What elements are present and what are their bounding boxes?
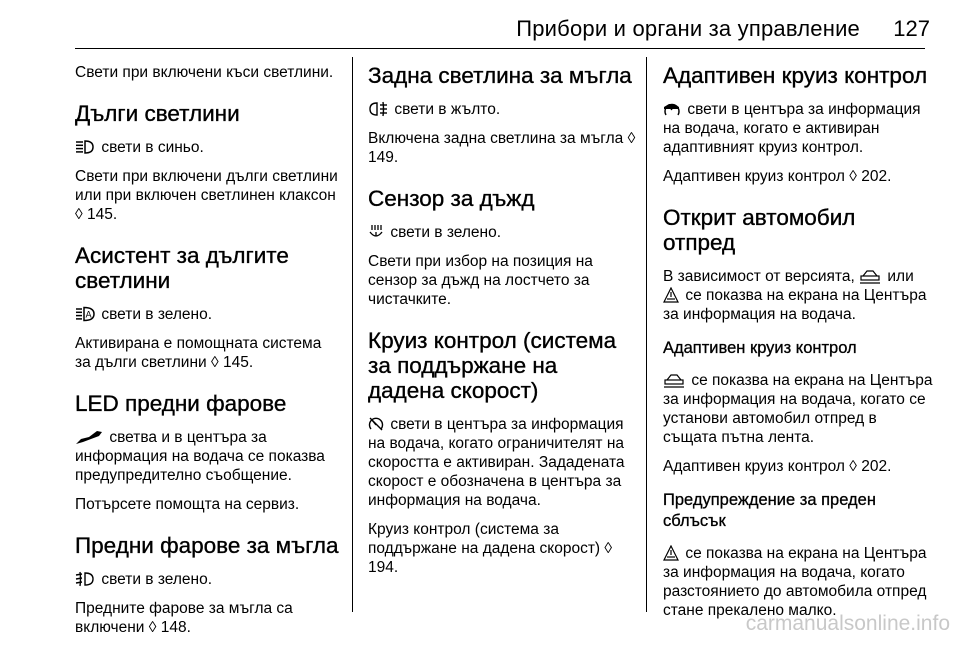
front-fog-light-icon — [75, 571, 95, 587]
page-reference: 202. — [861, 458, 892, 475]
reference-arrow: ◊ — [849, 168, 857, 185]
acc2-paragraph — [663, 457, 933, 476]
page-reference: 145. — [86, 206, 118, 223]
heading-led-headlights: LED предни фарове — [75, 391, 287, 416]
rear-fog-text: свети в жълто. — [394, 101, 501, 118]
header-divider — [75, 48, 925, 49]
high-beam-icon — [75, 139, 95, 155]
acc-indicator-line — [663, 100, 933, 157]
column-3 — [663, 63, 933, 630]
led-paragraph: Потърсете помощта на сервиз. — [75, 496, 300, 513]
page-number: 127 — [893, 16, 930, 41]
page-reference: 148. — [160, 619, 191, 636]
collision-text: се показва на екрана на Центъра за информация на водача, когато разстоянието до автомобила отпред стане прекалено малко. — [663, 545, 927, 619]
heading-adaptive-cruise: Адаптивен круиз контрол — [663, 63, 928, 88]
fog-text: свети в зелено. — [101, 571, 213, 588]
vehicle-ahead-text-a: В зависимост от версията, — [663, 268, 855, 285]
fog-paragraph — [75, 599, 340, 637]
assist-paragraph — [75, 334, 340, 372]
acc-text: свети в центъра за информация на водача, когато е активиран адаптивният круиз контрол. — [663, 101, 921, 156]
acc2-text: се показва на екрана на Центъра за информация на водача, когато се установи автомобил отпред в същата пътна лента. — [663, 372, 933, 446]
assist-text: свети в зелено. — [101, 306, 213, 323]
page-reference: 149. — [368, 149, 399, 166]
watermark: carmanualsonline.info — [745, 612, 950, 635]
collision-warning-icon — [663, 545, 679, 561]
heading-high-beam-assist: Асистент за дългите светлини — [75, 243, 289, 293]
assist-indicator-line — [75, 305, 340, 324]
heading-rain-sensor: Сензор за дъжд — [368, 186, 535, 211]
cruise-indicator-line — [368, 415, 636, 510]
page-reference: 202. — [861, 168, 892, 185]
high-beam-indicator-line — [75, 138, 340, 157]
rear-fog-indicator-line — [368, 100, 636, 119]
vehicle-ahead-icon — [859, 268, 881, 284]
column-divider-2 — [646, 57, 647, 612]
fog-desc: Предните фарове за мъгла са включени — [75, 600, 293, 636]
svg-text:A: A — [85, 310, 92, 321]
reference-arrow: ◊ — [604, 540, 613, 557]
column-divider-1 — [352, 57, 353, 612]
page-header-title: Прибори и органи за управление — [516, 16, 860, 41]
column-2 — [368, 63, 636, 587]
assist-desc: Активирана е помощната система за дълги светлини — [75, 335, 322, 371]
cruise-text: свети в центъра за информация на водача, когато ограничителят на скоростта е активиран. Зададената скорост е обозначена в центъра за информация на водача. — [368, 416, 625, 509]
collision-indicator-line — [663, 544, 933, 620]
vehicle-ahead-text-b: или — [887, 268, 914, 285]
reference-arrow: ◊ — [849, 458, 857, 475]
heading-cruise-control: Круиз контрол (система за поддържане на дадена скорост) — [368, 328, 617, 403]
acc2-desc: Адаптивен круиз контрол — [663, 458, 845, 475]
heading-adaptive-cruise-2: Адаптивен круиз контрол — [663, 339, 857, 357]
rear-fog-light-icon — [368, 101, 388, 117]
heading-vehicle-ahead: Открит автомобил отпред — [663, 205, 856, 255]
reference-arrow: ◊ — [627, 130, 636, 147]
reference-arrow: ◊ — [75, 206, 83, 223]
acc2-indicator-line — [663, 371, 933, 447]
reference-arrow: ◊ — [148, 619, 157, 636]
high-beam-assist-icon — [75, 306, 95, 322]
vehicle-ahead-alert-icon — [663, 287, 679, 303]
page-reference: 194. — [368, 559, 399, 576]
led-headlight-icon — [75, 429, 103, 445]
vehicle-ahead-text-c: се показва на екрана на Центъра за информация на водача. — [663, 287, 927, 323]
high-beam-text: свети в синьо. — [101, 139, 204, 156]
heading-front-fog: Предни фарове за мъгла — [75, 533, 339, 558]
intro-paragraph: Свети при включени къси светлини. — [75, 64, 334, 81]
acc-paragraph — [663, 167, 933, 186]
rear-fog-desc: Включена задна светлина за мъгла — [368, 130, 624, 147]
fog-indicator-line — [75, 570, 340, 589]
page-reference: 145. — [222, 354, 254, 371]
heading-high-beam: Дълги светлини — [75, 101, 240, 126]
vehicle-detected-icon — [663, 372, 685, 388]
rain-paragraph: Свети при избор на позиция на сензор за дъжд на лостчето за чистачките. — [368, 253, 593, 308]
rain-text: свети в зелено. — [390, 224, 502, 241]
vehicle-ahead-paragraph — [663, 267, 933, 324]
rain-indicator-line — [368, 223, 636, 242]
led-text: светва и в центъра за информация на водача се показва предупредително съобщение. — [75, 429, 325, 484]
cruise-desc: Круиз контрол (система за поддържане на дадена скорост) — [368, 521, 601, 557]
heading-rear-fog: Задна светлина за мъгла — [368, 63, 632, 88]
high-beam-desc: Свети при включени дълги светлини или при включен светлинен клаксон — [75, 168, 338, 204]
led-indicator-line — [75, 428, 340, 485]
cruise-control-icon — [368, 416, 384, 432]
column-1 — [75, 63, 340, 647]
high-beam-paragraph — [75, 167, 340, 224]
heading-collision-warning: Предупреждение за преден сблъсък — [663, 491, 876, 530]
acc-desc: Адаптивен круиз контрол — [663, 168, 845, 185]
rear-fog-paragraph — [368, 129, 636, 167]
cruise-paragraph — [368, 520, 636, 577]
rain-sensor-icon — [368, 224, 384, 240]
reference-arrow: ◊ — [211, 354, 219, 371]
adaptive-cruise-icon — [663, 101, 681, 117]
